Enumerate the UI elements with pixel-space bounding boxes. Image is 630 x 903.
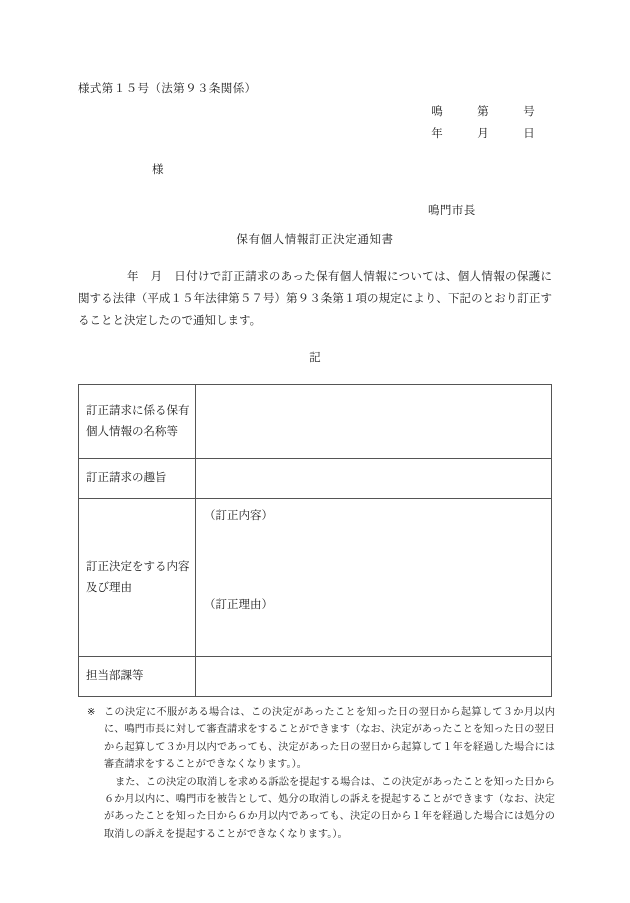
- form-number: 様式第１５号（法第９３条関係）: [78, 83, 257, 95]
- document-date-line: [380, 123, 552, 145]
- footnote-item-2: [87, 774, 555, 844]
- date-day-label: 日: [523, 128, 535, 140]
- document-number-prefix: 鳴: [431, 106, 443, 118]
- footnote-text-lawsuit: また、この決定の取消しを求める訴訟を提起する場合は、この決定があったことを知った日から６か月以内に、鳴門市を被告として、処分の取消しの訴えを提起することができます（なお、決定があったことを知った日から６か月以内であっても、決定の日から１年を経過した場合には処分の取消しの訴えを提起することができなくなります。）。: [104, 776, 555, 840]
- row-value-request-purpose[interactable]: [196, 459, 552, 499]
- table-row: [79, 499, 552, 657]
- document-number-line: [380, 101, 552, 123]
- row-value-decision-content-reason[interactable]: [196, 499, 552, 657]
- footnotes: [87, 704, 555, 843]
- decision-content-heading: （訂正内容）: [204, 510, 273, 522]
- table-row: [79, 459, 552, 499]
- form-table: [78, 384, 552, 697]
- document-number-gou: 号: [523, 106, 535, 118]
- ki-mark: 記: [309, 352, 321, 364]
- issuer-name: 鳴門市長: [428, 205, 476, 217]
- table-row: [79, 657, 552, 697]
- date-month-label: 月: [477, 128, 489, 140]
- row-value-department[interactable]: [196, 657, 552, 697]
- row-value-information-name[interactable]: [196, 385, 552, 459]
- row-label-information-name: 訂正請求に係る保有個人情報の名称等: [79, 385, 196, 459]
- decision-reason-heading: （訂正理由）: [204, 599, 273, 611]
- date-year-label: 年: [431, 128, 443, 140]
- document-number-block: [380, 101, 552, 145]
- table-row: [79, 385, 552, 459]
- row-label-decision-content-reason: 訂正決定をする内容及び理由: [79, 499, 196, 657]
- row-label-department: 担当部課等: [79, 657, 196, 697]
- body-paragraph: 年 月 日付けで訂正請求のあった保有個人情報については、個人情報の保護に関する法律（平成１５年法律第５７号）第９３条第１項の規定により、下記のとおり訂正することと決定したので通知します。: [78, 271, 552, 327]
- footnote-item-1: [87, 704, 555, 774]
- row-label-request-purpose: 訂正請求の趣旨: [79, 459, 196, 499]
- recipient-honorific: 様: [152, 164, 164, 176]
- footnote-marker-icon: ※: [87, 707, 96, 718]
- footnote-text-appeal: この決定に不服がある場合は、この決定があったことを知った日の翌日から起算して３か月以内に、鳴門市長に対して審査請求をすることができます（なお、決定があったことを知った日の翌日から起算して３か月以内であっても、決定があった日の翌日から起算して１年を経過した場合には審査請求をすることができなくなります。）。: [104, 707, 555, 771]
- document-title: 保有個人情報訂正決定通知書: [236, 234, 394, 246]
- document-number-dai: 第: [477, 106, 489, 118]
